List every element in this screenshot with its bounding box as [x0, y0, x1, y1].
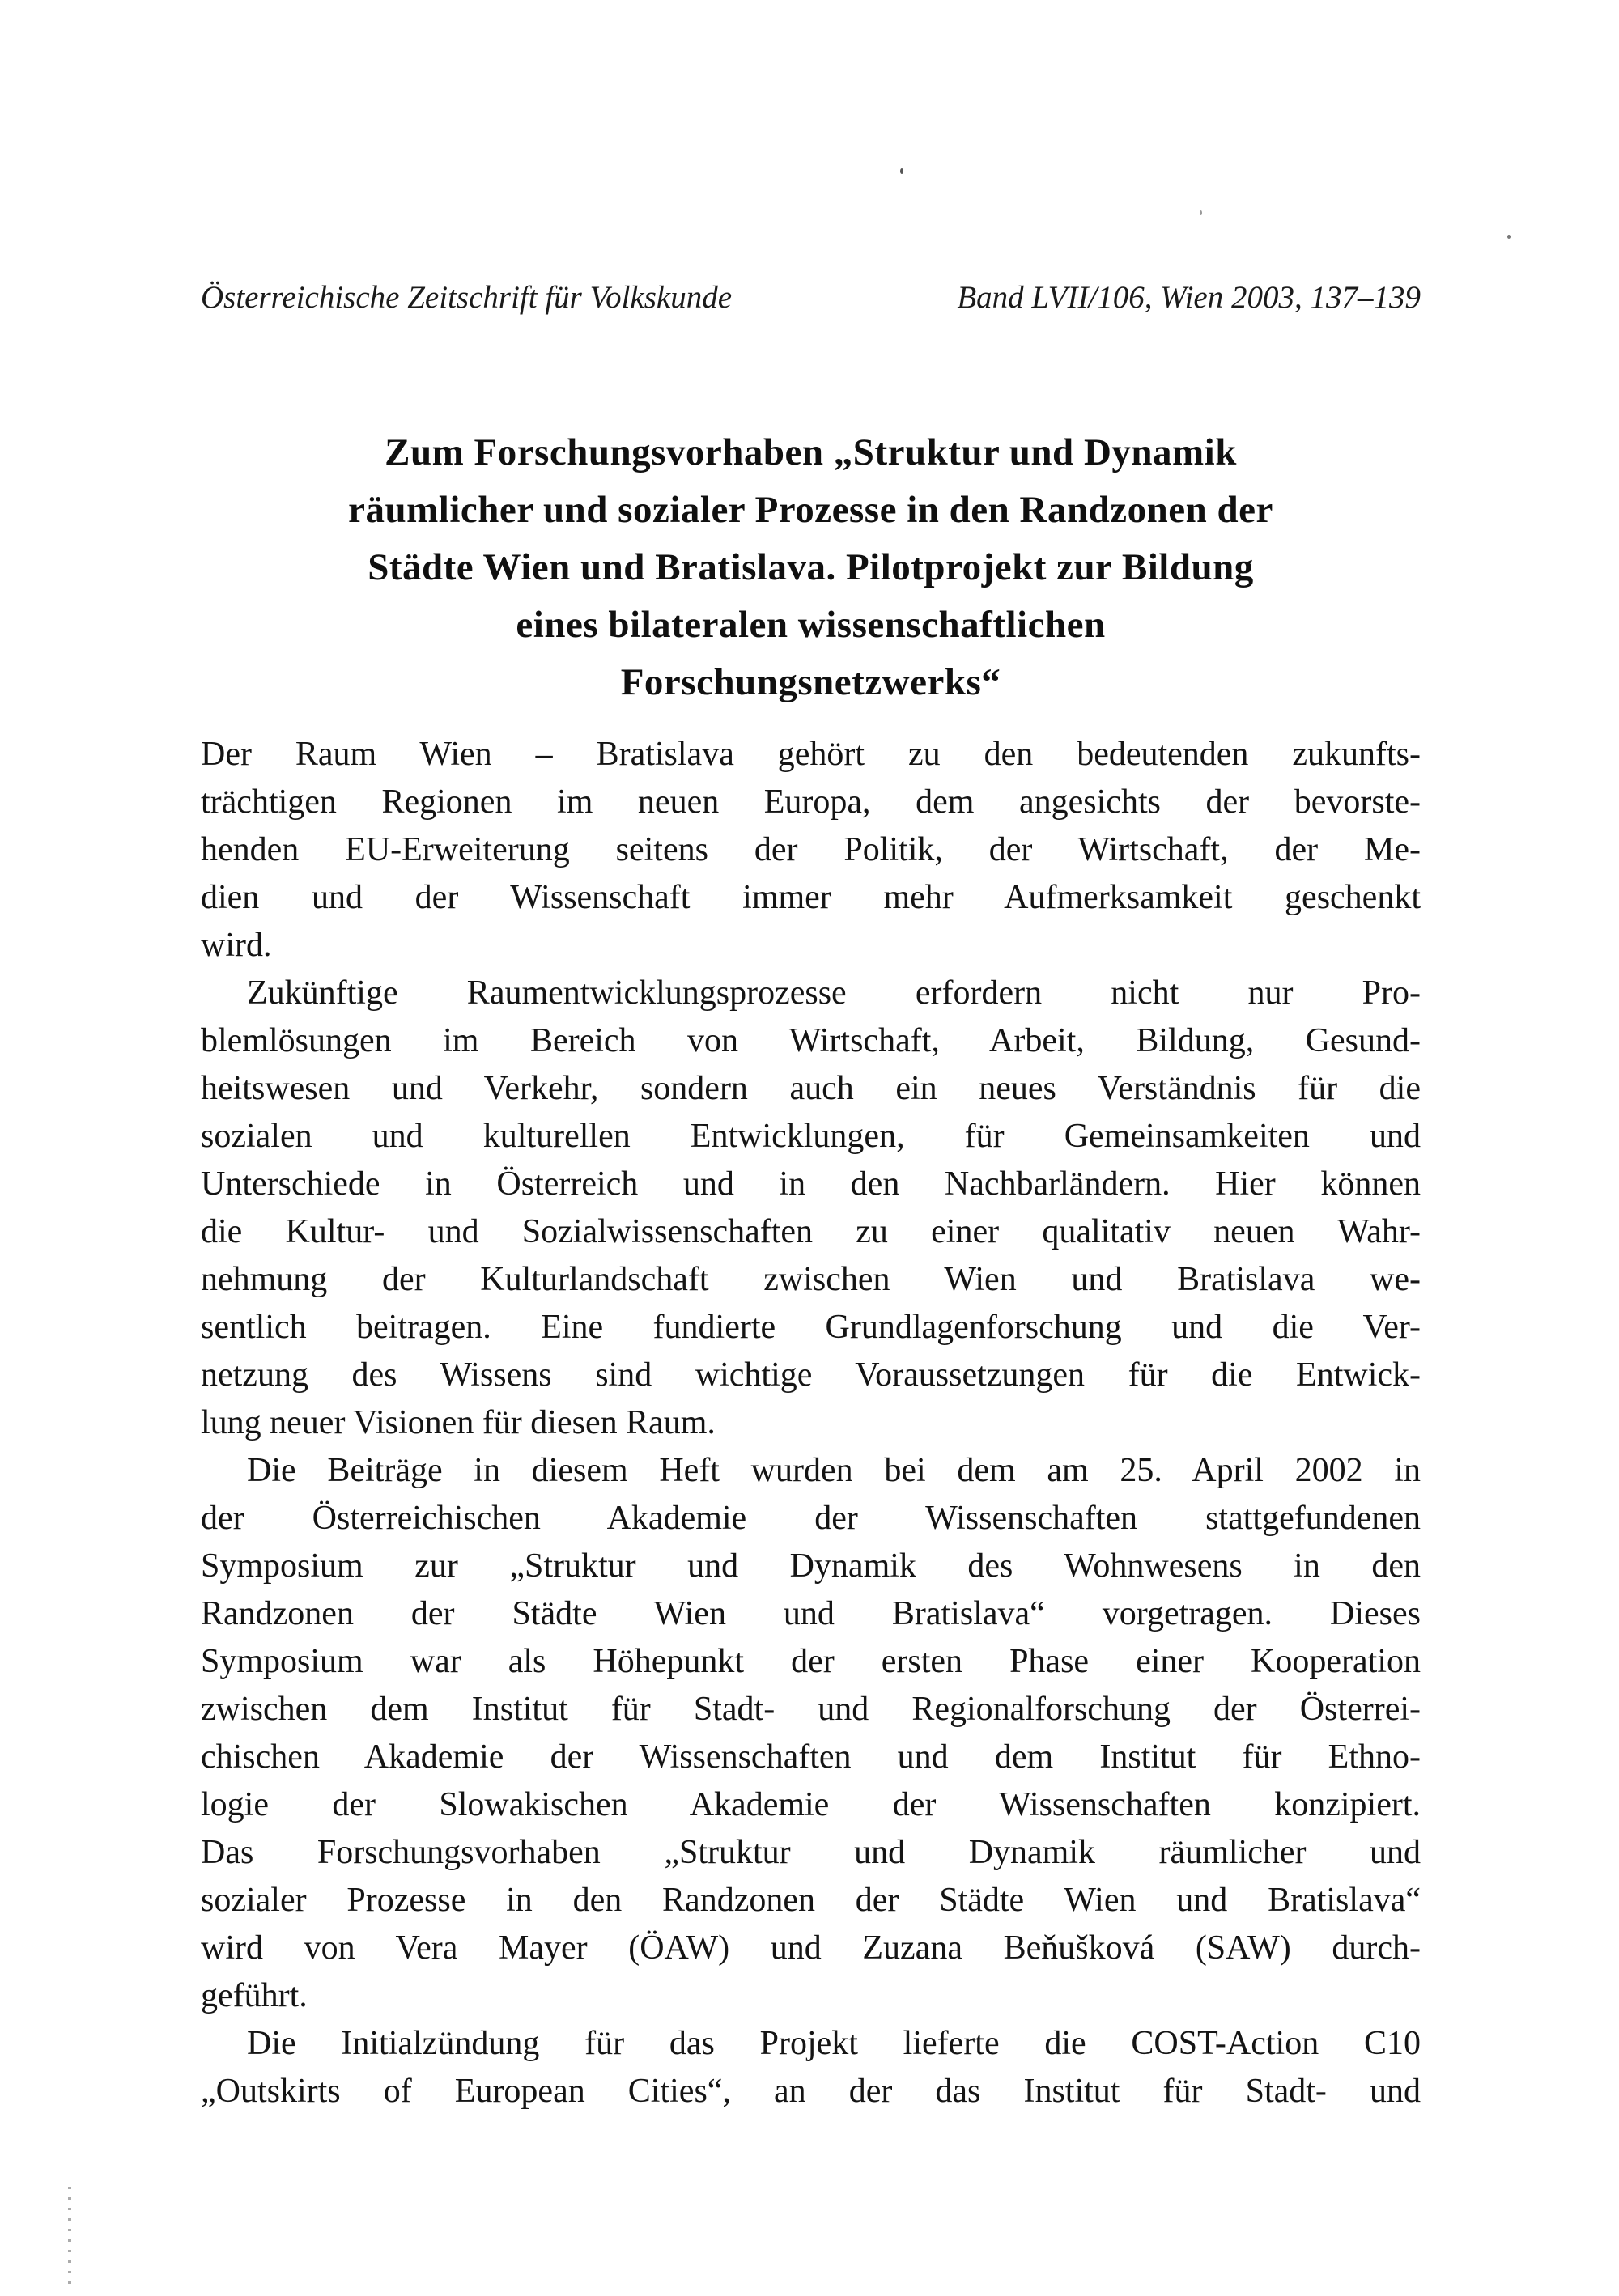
text-line: die Kultur- und Sozialwissenschaften zu einer qualitativ neuen Wahr-: [201, 1213, 1421, 1250]
scan-speck: [1200, 210, 1202, 215]
paragraph: [201, 731, 1421, 970]
text-line: Das Forschungsvorhaben „Struktur und Dynamik räumlicher und: [201, 1834, 1421, 1871]
text-line: dien und der Wissenschaft immer mehr Aufmerksamkeit geschenkt: [201, 879, 1421, 916]
scan-speck: [1507, 235, 1511, 239]
text-line: sozialer Prozesse in den Randzonen der Städte Wien und Bratislava“: [201, 1882, 1421, 1919]
text-line: heitswesen und Verkehr, sondern auch ein neues Verständnis für die: [201, 1070, 1421, 1107]
title-line: Städte Wien und Bratislava. Pilotprojekt zur Bildung: [368, 546, 1254, 588]
text-line: Der Raum Wien – Bratislava gehört zu den bedeutenden zukunfts-: [201, 736, 1421, 773]
text-line: Symposium zur „Struktur und Dynamik des Wohnwesens in den: [201, 1547, 1421, 1585]
paragraph: [201, 2020, 1421, 2116]
scan-artifact-dots: [68, 2187, 71, 2290]
text-line: trächtigen Regionen im neuen Europa, dem angesichts der bevorste-: [201, 783, 1421, 821]
text-line: sentlich beitragen. Eine fundierte Grundlagenforschung und die Ver-: [201, 1309, 1421, 1346]
text-line: Zukünftige Raumentwicklungsprozesse erfordern nicht nur Pro-: [247, 974, 1421, 1012]
text-line: Die Beiträge in diesem Heft wurden bei dem am 25. April 2002 in: [247, 1452, 1421, 1489]
text-line: zwischen dem Institut für Stadt- und Regionalforschung der Österrei-: [201, 1691, 1421, 1728]
text-line: der Österreichischen Akademie der Wissenschaften stattgefundenen: [201, 1500, 1421, 1537]
text-line: Symposium war als Höhepunkt der ersten Phase einer Kooperation: [201, 1643, 1421, 1680]
title-line: Zum Forschungsvorhaben „Struktur und Dynamik: [385, 431, 1237, 473]
text-line: Unterschiede in Österreich und in den Nachbarländern. Hier können: [201, 1165, 1421, 1203]
text-line: wird.: [201, 927, 272, 964]
text-line: nehmung der Kulturlandschaft zwischen Wien und Bratislava we-: [201, 1261, 1421, 1298]
issue-info: Band LVII/106, Wien 2003, 137–139: [957, 280, 1421, 315]
title-line: Forschungsnetzwerks“: [620, 661, 1001, 703]
text-line: netzung des Wissens sind wichtige Voraussetzungen für die Entwick-: [201, 1356, 1421, 1394]
text-line: blemlösungen im Bereich von Wirtschaft, Arbeit, Bildung, Gesund-: [201, 1022, 1421, 1059]
text-line: „Outskirts of European Cities“, an der das Institut für Stadt- und: [201, 2073, 1421, 2110]
title-line: eines bilateralen wissenschaftlichen: [516, 604, 1106, 646]
paragraph: [201, 1447, 1421, 2020]
text-line: wird von Vera Mayer (ÖAW) und Zuzana Beňušková (SAW) durch-: [201, 1929, 1421, 1967]
text-line: Die Initialzündung für das Projekt lieferte die COST-Action C10: [247, 2025, 1421, 2062]
text-line: lung neuer Visionen für diesen Raum.: [201, 1404, 716, 1441]
scan-speck: [900, 168, 903, 174]
article-title: [201, 424, 1421, 711]
article-body: [201, 731, 1421, 2116]
text-line: henden EU-Erweiterung seitens der Politik, der Wirtschaft, der Me-: [201, 831, 1421, 868]
paragraph: [201, 970, 1421, 1447]
text-line: Randzonen der Städte Wien und Bratislava“ vorgetragen. Dieses: [201, 1595, 1421, 1632]
text-line: chischen Akademie der Wissenschaften und dem Institut für Ethno-: [201, 1738, 1421, 1776]
text-line: sozialen und kulturellen Entwicklungen, für Gemeinsamkeiten und: [201, 1118, 1421, 1155]
title-line: räumlicher und sozialer Prozesse in den Randzonen der: [348, 489, 1273, 531]
journal-title: Österreichische Zeitschrift für Volkskunde: [201, 280, 733, 315]
text-line: logie der Slowakischen Akademie der Wissenschaften konzipiert.: [201, 1786, 1421, 1823]
text-line: geführt.: [201, 1977, 308, 2014]
page-header: [201, 278, 1421, 317]
